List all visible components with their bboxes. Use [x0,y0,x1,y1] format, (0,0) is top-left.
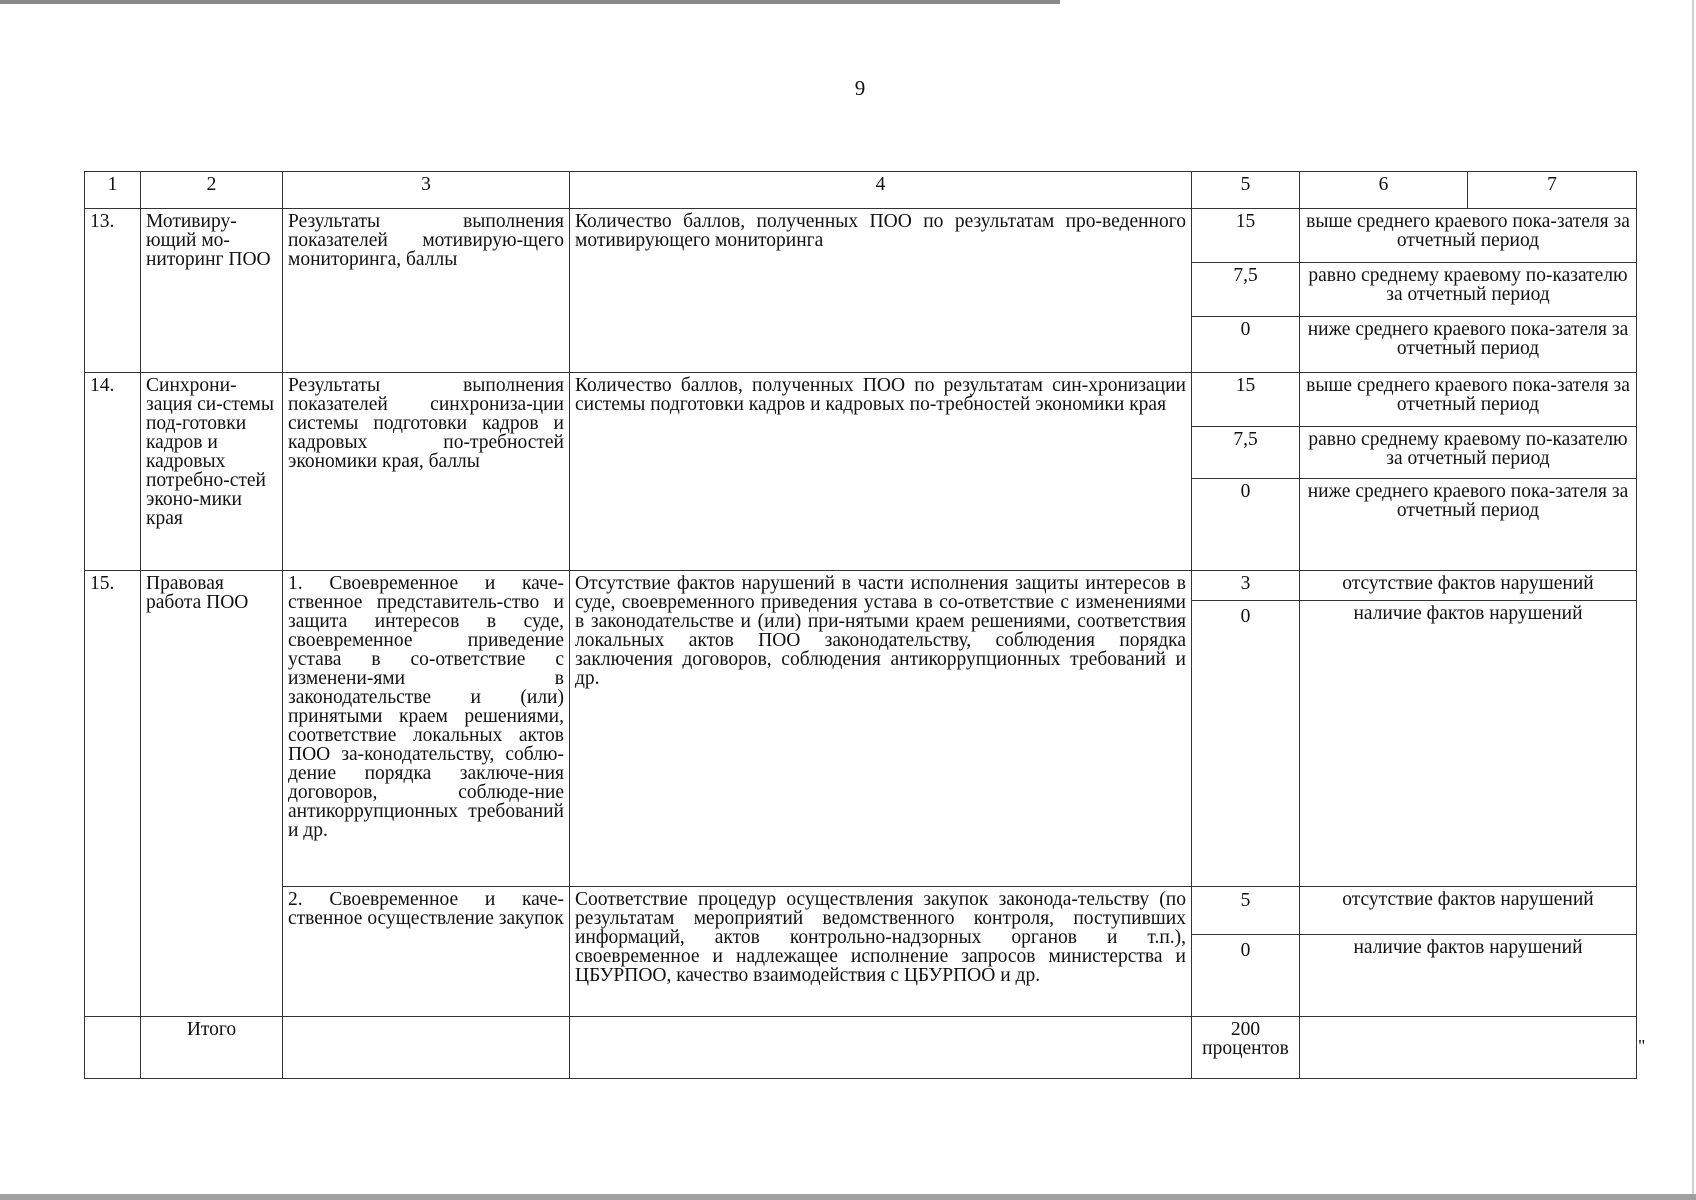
score-criterion: ниже среднего краевого пока-зателя за отчетный период [1300,317,1637,373]
row-indicator: 2. Своевременное и каче-ственное осуществление закупок [283,887,570,1017]
total-label: Итого [141,1017,283,1079]
score-criterion: выше среднего краевого пока-зателя за отчетный период [1300,209,1637,263]
row-number: 15. [85,571,141,1017]
score-criterion: отсутствие фактов нарушений [1300,571,1637,601]
page-number: 9 [854,76,866,100]
criteria-table [84,171,1637,1079]
score-criterion: равно среднему краевому по-казателю за отчетный период [1300,427,1637,479]
score-criterion: отсутствие фактов нарушений [1300,887,1637,935]
header-col-3: 3 [283,172,570,209]
score-criterion: выше среднего краевого пока-зателя за отчетный период [1300,373,1637,427]
table-row [85,887,1637,935]
row-description: Соответствие процедур осуществления закупок законода-тельству (по результатам мероприятий ведомственного контроля, поступивших информаций, актов контрольно-надзорных органов и т.п.), своевременное и надлежащее исполнение запросов министерства и ЦБУРПОО, качество взаимодействия с ЦБУРПОО и др. [570,887,1192,1017]
empty-cell [85,1017,141,1079]
score-value: 0 [1192,317,1300,373]
row-number: 14. [85,373,141,571]
score-criterion: ниже среднего краевого пока-зателя за отчетный период [1300,479,1637,571]
total-value: 200 процентов [1192,1017,1300,1079]
score-value: 7,5 [1192,263,1300,317]
scan-edge-top [0,0,1060,4]
scan-edge-bottom [0,1194,1696,1200]
table-row [85,209,1637,263]
table-row [85,571,1637,601]
score-criterion: наличие фактов нарушений [1300,935,1637,1017]
score-value: 0 [1192,601,1300,887]
score-criterion: наличие фактов нарушений [1300,601,1637,887]
score-value: 3 [1192,571,1300,601]
row-indicator: Результаты выполнения показателей мотивирую-щего мониторинга, баллы [283,209,570,373]
header-col-7: 7 [1468,172,1637,209]
scan-edge-right [1692,0,1694,1200]
header-col-4: 4 [570,172,1192,209]
row-number: 13. [85,209,141,373]
empty-cell [1300,1017,1637,1079]
empty-cell [283,1017,570,1079]
score-value: 0 [1192,935,1300,1017]
header-row [85,172,1637,209]
score-value: 5 [1192,887,1300,935]
score-value: 7,5 [1192,427,1300,479]
row-description: Количество баллов, полученных ПОО по результатам про-веденного мотивирующего мониторинга [570,209,1192,373]
row-description: Количество баллов, полученных ПОО по результатам син-хронизации системы подготовки кадров и кадровых по-требностей экономики края [570,373,1192,571]
total-row [85,1017,1637,1079]
row-name: Синхрони-зация си-стемы под-готовки кадров и кадровых потребно-стей эконо-мики края [141,373,283,571]
closing-quote-mark: " [1638,1036,1646,1056]
header-col-2: 2 [141,172,283,209]
empty-cell [570,1017,1192,1079]
row-name: Правовая работа ПОО [141,571,283,1017]
score-value: 0 [1192,479,1300,571]
header-col-5: 5 [1192,172,1300,209]
row-indicator: Результаты выполнения показателей синхрониза-ции системы подготовки кадров и кадровых по-требностей экономики края, баллы [283,373,570,571]
header-col-1: 1 [85,172,141,209]
table-row [85,373,1637,427]
row-indicator: 1. Своевременное и каче-ственное представитель-ство и защита интересов в суде, своевременное приведение устава в со-ответствие с изменени-ями в законодательстве и (или) принятыми краем решениями, соответствие локальных актов ПОО за-конодательству, соблю-дение порядка заключе-ния договоров, соблюде-ние антикоррупционных требований и др. [283,571,570,887]
header-col-6: 6 [1300,172,1468,209]
row-name: Мотивиру-ющий мо-ниторинг ПОО [141,209,283,373]
score-value: 15 [1192,209,1300,263]
score-criterion: равно среднему краевому по-казателю за отчетный период [1300,263,1637,317]
row-description: Отсутствие фактов нарушений в части исполнения защиты интересов в суде, своевременного приведения устава в со-ответствие с изменениями в законодательстве и (или) при-нятыми краем решениями, соответствия локальных актов ПОО законодательству, соблюдения порядка заключения договоров, соблюдения антикоррупционных требований и др. [570,571,1192,887]
score-value: 15 [1192,373,1300,427]
